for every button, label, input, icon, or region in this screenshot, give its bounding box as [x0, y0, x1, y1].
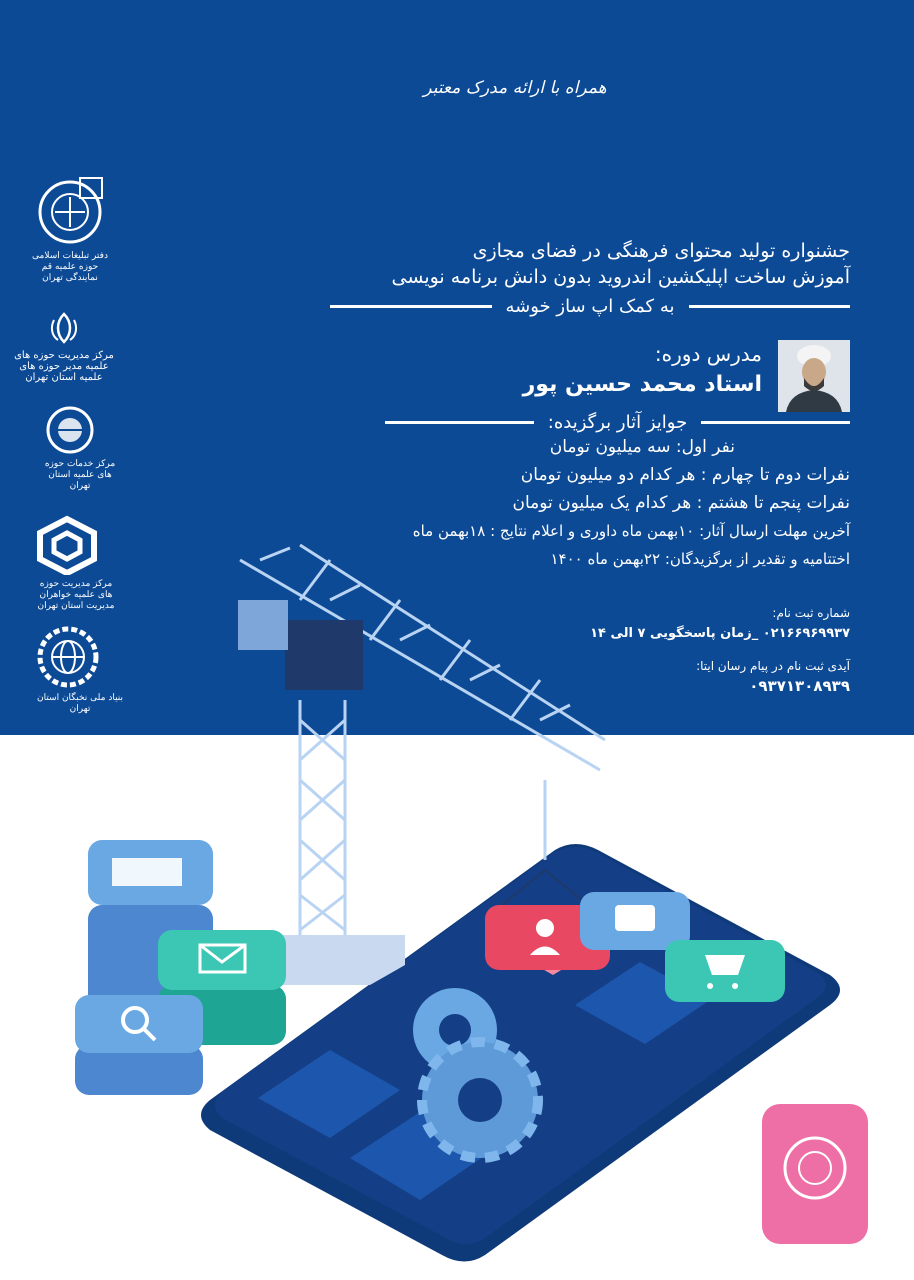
- eitaa-label: آیدی ثبت نام در پیام رسان ایتا:: [696, 659, 850, 673]
- teacher-name: استاد محمد حسین پور: [522, 372, 762, 397]
- logo-markaz-modiriat: مرکز مدیریت حوزه های علمیه مدیر حوزه های علمیه استان تهران: [8, 310, 120, 383]
- registration-block: [560, 606, 850, 695]
- seal-icon: [30, 172, 110, 247]
- divider: [330, 305, 492, 308]
- globe-icon: [36, 625, 100, 689]
- deadline: آخرین مهلت ارسال آثار: ۱۰بهمن ماه داوری و اعلام نتایج : ۱۸بهمن ماه: [412, 522, 850, 540]
- prize-first: نفر اول: سه میلیون تومان: [549, 437, 735, 457]
- phone-label: شماره ثبت نام:: [772, 606, 850, 620]
- avatar: [778, 340, 850, 412]
- title-line-3: به کمک اپ ساز خوشه: [505, 296, 675, 317]
- prizes-heading: جوایز آثار برگزیده:: [547, 412, 688, 433]
- divider: [701, 421, 850, 424]
- divider: [385, 421, 534, 424]
- title-line-3-row: [330, 296, 850, 317]
- partner-logos: [0, 160, 125, 730]
- teacher-photo: [778, 340, 850, 412]
- teacher-label: مدرس دوره:: [654, 342, 762, 366]
- logo-khaharan: مرکز مدیریت حوزه های علمیه خواهران مدیریت استان تهران: [32, 515, 120, 612]
- logo-nokhbegan: بنیاد ملی نخبگان استان تهران: [36, 625, 124, 715]
- course-title: [330, 238, 850, 317]
- logo-khadamat: مرکز خدمات حوزه های علمیه استان تهران: [40, 405, 120, 492]
- logo-tablighat: دفتر تبلیغات اسلامی حوزه علمیه قم نمایندگی تهران: [30, 172, 110, 284]
- prizes-block: [385, 412, 850, 573]
- eitaa-value[interactable]: ۰۹۳۷۱۳۰۸۹۳۹: [749, 677, 850, 695]
- ceremony: اختتامیه و تقدیر از برگزیدگان: ۲۲بهمن ماه ۱۴۰۰: [550, 550, 850, 568]
- prize-second-to-fourth: نفرات دوم تا چهارم : هر کدام دو میلیون تومان: [520, 465, 850, 485]
- prize-fifth-to-eighth: نفرات پنجم تا هشتم : هر کدام یک میلیون تومان: [512, 493, 850, 513]
- title-line-1: جشنواره تولید محتوای فرهنگی در فضای مجازی: [472, 240, 850, 262]
- tagline: همراه با ارائه مدرک معتبر: [423, 78, 607, 98]
- title-line-2: آموزش ساخت اپلیکشین اندروید بدون دانش برنامه نویسی: [391, 266, 850, 288]
- prizes-heading-row: [385, 412, 850, 433]
- phone-value[interactable]: ۰۲۱۶۶۹۶۹۹۳۷ _زمان پاسخگویی ۷ الی ۱۴: [590, 626, 850, 641]
- spiral-icon: [32, 515, 102, 575]
- emblem-icon: [8, 310, 120, 346]
- bottom-white-panel: [0, 735, 914, 1280]
- globe-icon: [40, 405, 100, 455]
- divider: [689, 305, 851, 308]
